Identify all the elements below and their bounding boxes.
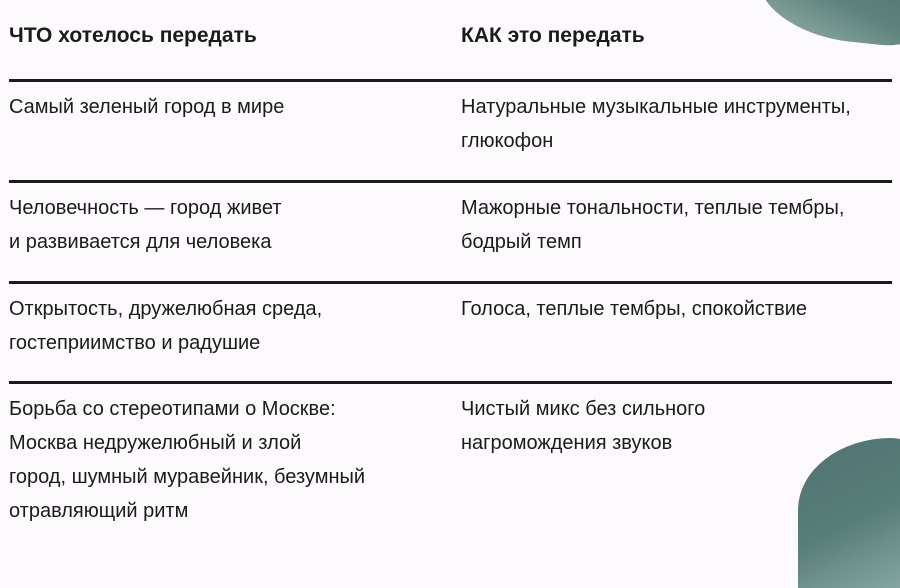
cell-how: Чистый микс без сильного нагромождения звуков	[461, 398, 706, 454]
cell-what: Самый зеленый город в мире	[9, 96, 285, 118]
table-row	[9, 82, 892, 183]
header-what: ЧТО хотелось передать	[9, 24, 257, 47]
table-header	[9, 0, 892, 82]
cell-how: Мажорные тональности, теплые тембры, бодрый темп	[461, 197, 845, 253]
table-row	[9, 284, 892, 384]
table-row	[9, 183, 892, 284]
table-row	[9, 384, 892, 534]
cell-what: Открытость, дружелюбная среда, гостеприимство и радушие	[9, 298, 323, 354]
cell-how: Голоса, теплые тембры, спокойствие	[461, 298, 807, 320]
cell-what: Человечность — город живет и развивается для человека	[9, 197, 282, 253]
comparison-table	[9, 0, 892, 534]
header-how: КАК это передать	[461, 24, 645, 47]
cell-how: Натуральные музыкальные инструменты, глюкофон	[461, 96, 851, 152]
cell-what: Борьба со стереотипами о Москве: Москва недружелюбный и злой город, шумный муравейник, безумный отравляющий ритм	[9, 398, 366, 522]
